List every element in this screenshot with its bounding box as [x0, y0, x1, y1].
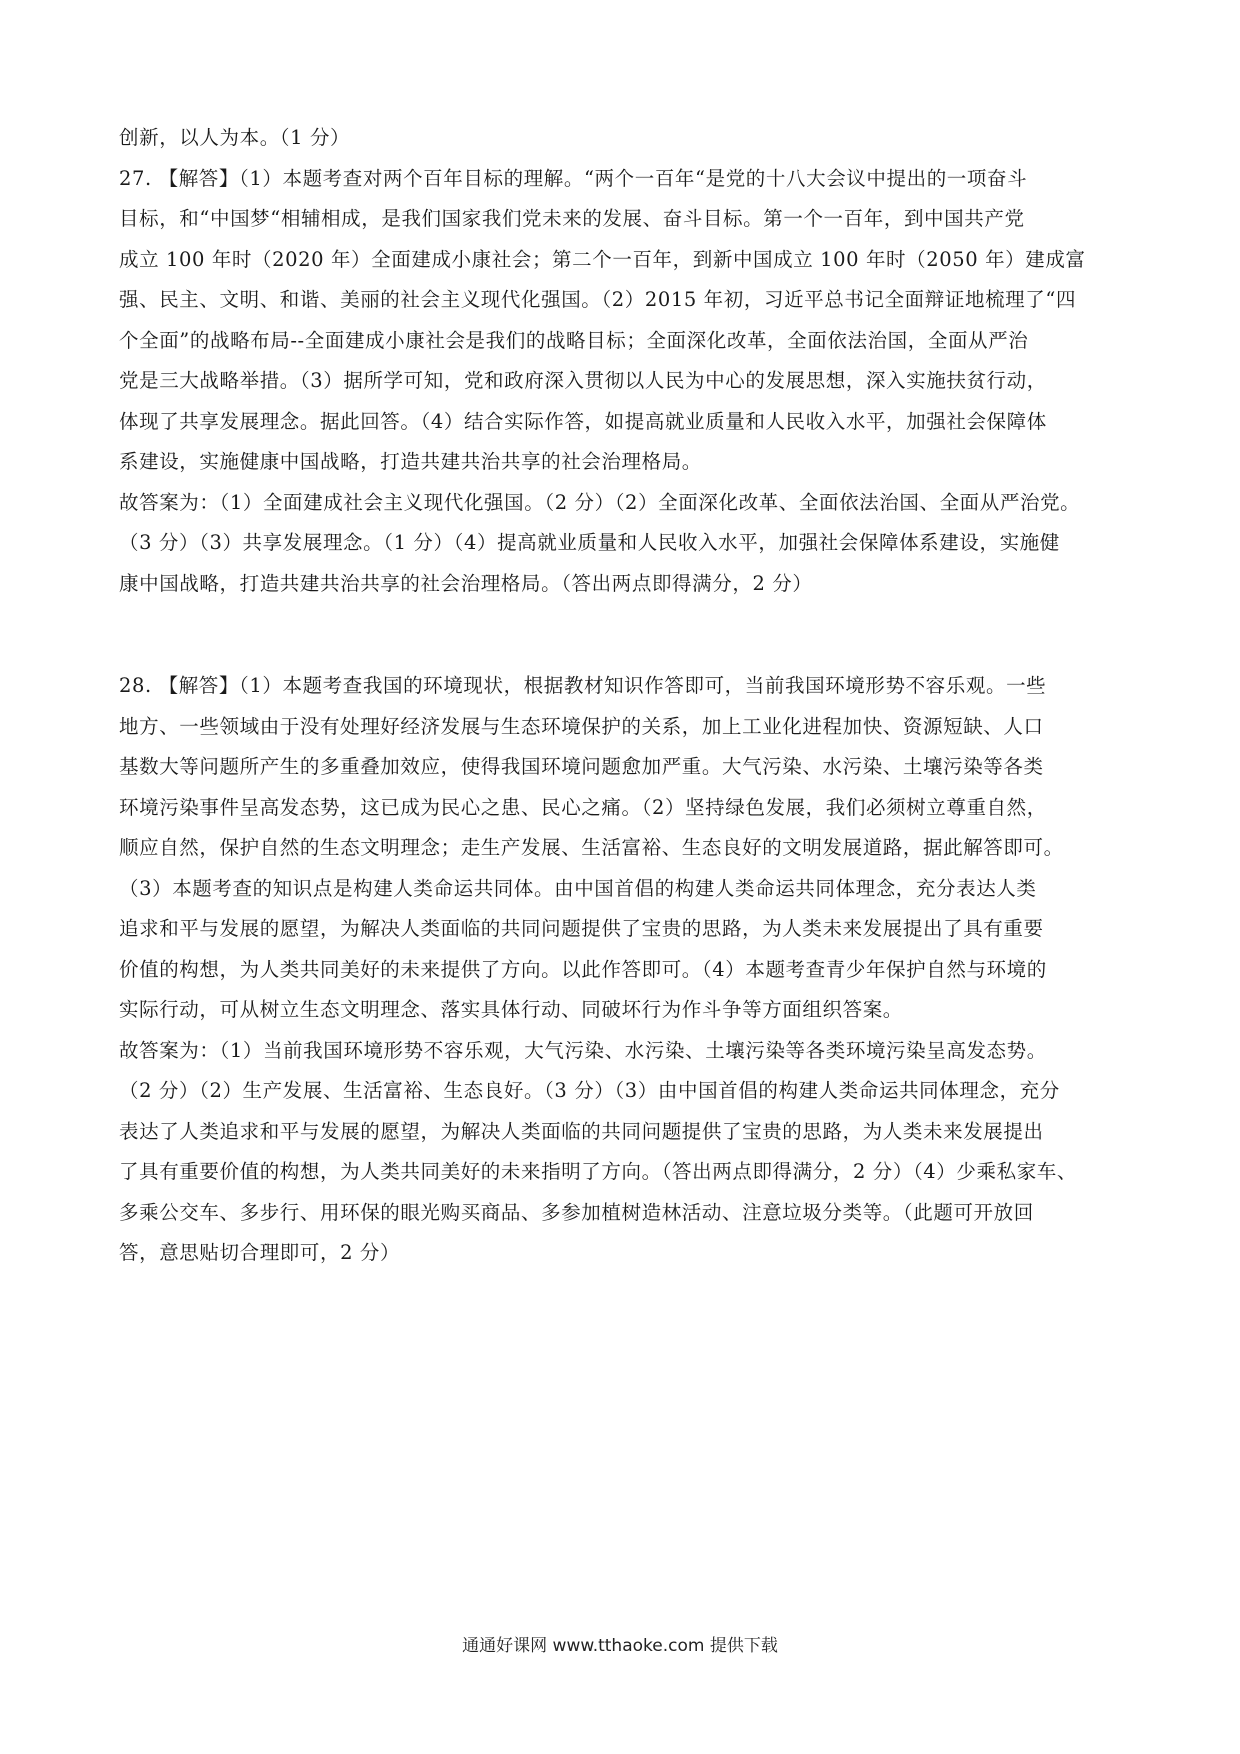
q28-answer-line: 故答案为：（1）当前我国环境形势不容乐观，大气污染、水污染、土壤污染等各类环境污染呈高发态势。 [119, 1038, 1047, 1062]
q28-line: 价值的构想，为人类共同美好的未来提供了方向。以此作答即可。（4）本题考查青少年保护自然与环境的 [119, 957, 1047, 981]
q28-line: 基数大等问题所产生的多重叠加效应，使得我国环境问题愈加严重。大气污染、水污染、土壤污染等各类 [119, 755, 1044, 778]
page-footer: 通通好课网 www.tthaoke.com 提供下载 [462, 1636, 778, 1656]
q27-line: 个全面”的战略布局--全面建成小康社会是我们的战略目标；全面深化改革，全面依法治国，全面从严治 [119, 328, 1029, 352]
q27-line: 目标，和“中国梦“相辅相成，是我们国家我们党未来的发展、奋斗目标。第一个一百年，到中国共产党 [119, 207, 1025, 230]
q28-line: 28. 【解答】（1）本题考查我国的环境现状，根据教材知识作答即可，当前我国环境形势不容乐观。一些 [119, 674, 1047, 697]
q28-answer-line: （2 分）（2）生产发展、生活富裕、生态良好。（3 分）（3）由中国首倡的构建人类命运共同体理念，充分 [119, 1079, 1060, 1102]
q28-answer-line: 了具有重要价值的构想，为人类共同美好的未来指明了方向。（答出两点即得满分，2 分）（4）少乘私家车、 [119, 1160, 1078, 1183]
question-27-answer [119, 159, 1121, 605]
q27-line: 强、民主、文明、和谐、美丽的社会主义现代化强国。（2）2015 年初，习近平总书记全面辩证地梳理了“四 [119, 288, 1077, 311]
q27-answer-line: 康中国战略，打造共建共治共享的社会治理格局。（答出两点即得满分，2 分） [119, 571, 813, 595]
q28-answer-line: 表达了人类追求和平与发展的愿望，为解决人类面临的共同问题提供了宝贵的思路，为人类未来发展提出 [119, 1119, 1044, 1143]
q28-line: 地方、一些领域由于没有处理好经济发展与生态环境保护的关系，加上工业化进程加快、资源短缺、人口 [119, 714, 1044, 738]
q28-line: 追求和平与发展的愿望，为解决人类面临的共同问题提供了宝贵的思路，为人类未来发展提出了具有重要 [119, 917, 1044, 940]
q28-answer-line: 多乘公交车、多步行、用环保的眼光购买商品、多参加植树造林活动、注意垃圾分类等。（此题可开放回 [119, 1200, 1034, 1224]
q27-answer-line: （3 分）（3）共享发展理念。（1 分）（4）提高就业质量和人民收入水平，加强社会保障体系建设，实施健 [119, 531, 1060, 554]
q27-line: 体现了共享发展理念。据此回答。（4）结合实际作答，如提高就业质量和人民收入水平，加强社会保障体 [119, 409, 1047, 433]
q27-line: 系建设，实施健康中国战略，打造共建共治共享的社会治理格局。 [119, 450, 702, 473]
document-body [119, 118, 1121, 1274]
question-28-answer [119, 666, 1121, 1274]
q27-line: 党是三大战略举措。（3）据所学可知，党和政府深入贯彻以人民为中心的发展思想，深入实施扶贫行动， [119, 369, 1047, 392]
q27-line: 成立 100 年时（2020 年）全面建成小康社会；第二个一百年，到新中国成立 100 年时（2050 年）建成富 [119, 247, 1086, 271]
section-spacer [119, 604, 1121, 666]
q27-line: 27. 【解答】（1）本题考查对两个百年目标的理解。“两个一百年“是党的十八大会议中提出的一项奋斗 [119, 166, 1028, 190]
intro-line: 创新，以人为本。（1 分） [119, 126, 351, 149]
q28-line: 顺应自然，保护自然的生态文明理念；走生产发展、生活富裕、生态良好的文明发展道路，据此解答即可。 [119, 836, 1064, 859]
q28-answer-line: 答，意思贴切合理即可，2 分） [119, 1241, 401, 1264]
q28-line: （3）本题考查的知识点是构建人类命运共同体。由中国首倡的构建人类命运共同体理念，充分表达人类 [119, 876, 1037, 900]
q28-line: 环境污染事件呈高发态势，这已成为民心之患、民心之痛。（2）坚持绿色发展，我们必须树立尊重自然， [119, 795, 1047, 819]
q27-answer-line: 故答案为：（1）全面建成社会主义现代化强国。（2 分）（2）全面深化改革、全面依法治国、全面从严治党。 [119, 490, 1081, 514]
q28-line: 实际行动，可从树立生态文明理念、落实具体行动、同破坏行为作斗争等方面组织答案。 [119, 998, 903, 1021]
